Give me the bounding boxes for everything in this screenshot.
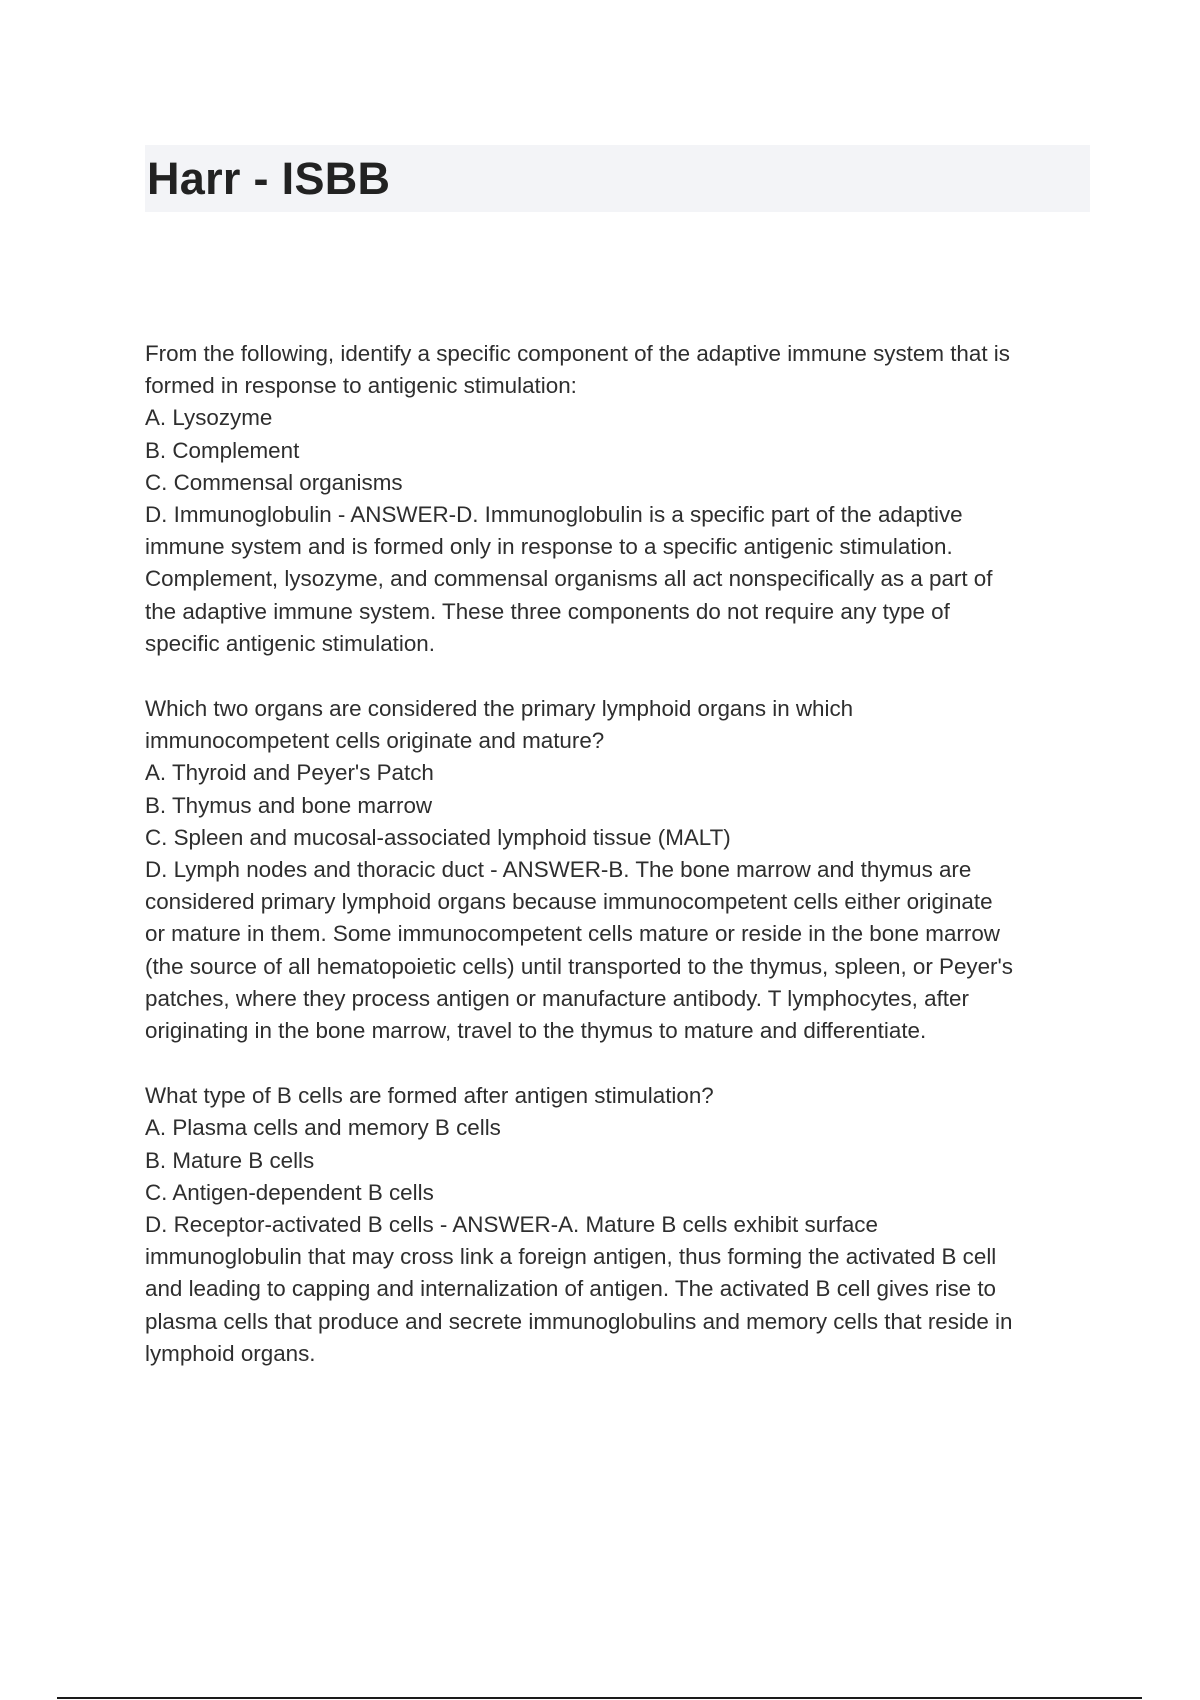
answer-explanation: originating in the bone marrow, travel to the thymus to mature and differentiate. bbox=[145, 1018, 927, 1044]
option-b: B. Thymus and bone marrow bbox=[145, 792, 433, 818]
question-text: formed in response to antigenic stimulation: bbox=[145, 373, 577, 399]
answer-explanation: (the source of all hematopoietic cells) until transported to the thymus, spleen, or Peyer's bbox=[145, 953, 1013, 979]
option-b: B. Complement bbox=[145, 437, 300, 463]
answer-explanation: Complement, lysozyme, and commensal organisms all act nonspecifically as a part of bbox=[145, 566, 993, 592]
title-bar bbox=[145, 145, 1090, 212]
option-a: A. Thyroid and Peyer's Patch bbox=[145, 760, 434, 786]
footer-divider bbox=[57, 1697, 1142, 1699]
answer-explanation: considered primary lymphoid organs because immunocompetent cells either originate bbox=[145, 889, 993, 915]
option-c: C. Antigen-dependent B cells bbox=[145, 1179, 434, 1205]
question-text: Which two organs are considered the primary lymphoid organs in which bbox=[145, 696, 854, 722]
answer-explanation: the adaptive immune system. These three components do not require any type of bbox=[145, 598, 950, 624]
document-body bbox=[145, 338, 1090, 1403]
question-block-3 bbox=[145, 1080, 1090, 1370]
option-a: A. Lysozyme bbox=[145, 405, 273, 431]
answer-explanation: and leading to capping and internalization of antigen. The activated B cell gives rise to bbox=[145, 1276, 996, 1302]
answer-explanation: or mature in them. Some immunocompetent cells mature or reside in the bone marrow bbox=[145, 921, 1000, 947]
answer-explanation: plasma cells that produce and secrete immunoglobulins and memory cells that reside in bbox=[145, 1308, 1013, 1334]
option-d-answer: D. Receptor-activated B cells - ANSWER-A. Mature B cells exhibit surface bbox=[145, 1212, 878, 1238]
question-block-1 bbox=[145, 338, 1090, 660]
option-d-answer: D. Immunoglobulin - ANSWER-D. Immunoglobulin is a specific part of the adaptive bbox=[145, 502, 963, 528]
option-a: A. Plasma cells and memory B cells bbox=[145, 1115, 501, 1141]
option-c: C. Spleen and mucosal-associated lymphoid tissue (MALT) bbox=[145, 824, 731, 850]
page-title: Harr - ISBB bbox=[147, 153, 391, 204]
answer-explanation: immune system and is formed only in response to a specific antigenic stimulation. bbox=[145, 534, 953, 560]
option-d-answer: D. Lymph nodes and thoracic duct - ANSWER-B. The bone marrow and thymus are bbox=[145, 857, 972, 883]
question-text: What type of B cells are formed after antigen stimulation? bbox=[145, 1083, 714, 1109]
answer-explanation: patches, where they process antigen or manufacture antibody. T lymphocytes, after bbox=[145, 985, 969, 1011]
question-text: immunocompetent cells originate and mature? bbox=[145, 728, 605, 754]
option-c: C. Commensal organisms bbox=[145, 469, 403, 495]
answer-explanation: immunoglobulin that may cross link a foreign antigen, thus forming the activated B cell bbox=[145, 1244, 997, 1270]
answer-explanation: specific antigenic stimulation. bbox=[145, 630, 435, 656]
question-text: From the following, identify a specific component of the adaptive immune system that is bbox=[145, 341, 1010, 366]
answer-explanation: lymphoid organs. bbox=[145, 1340, 316, 1366]
question-block-2 bbox=[145, 693, 1090, 1047]
option-b: B. Mature B cells bbox=[145, 1147, 315, 1173]
